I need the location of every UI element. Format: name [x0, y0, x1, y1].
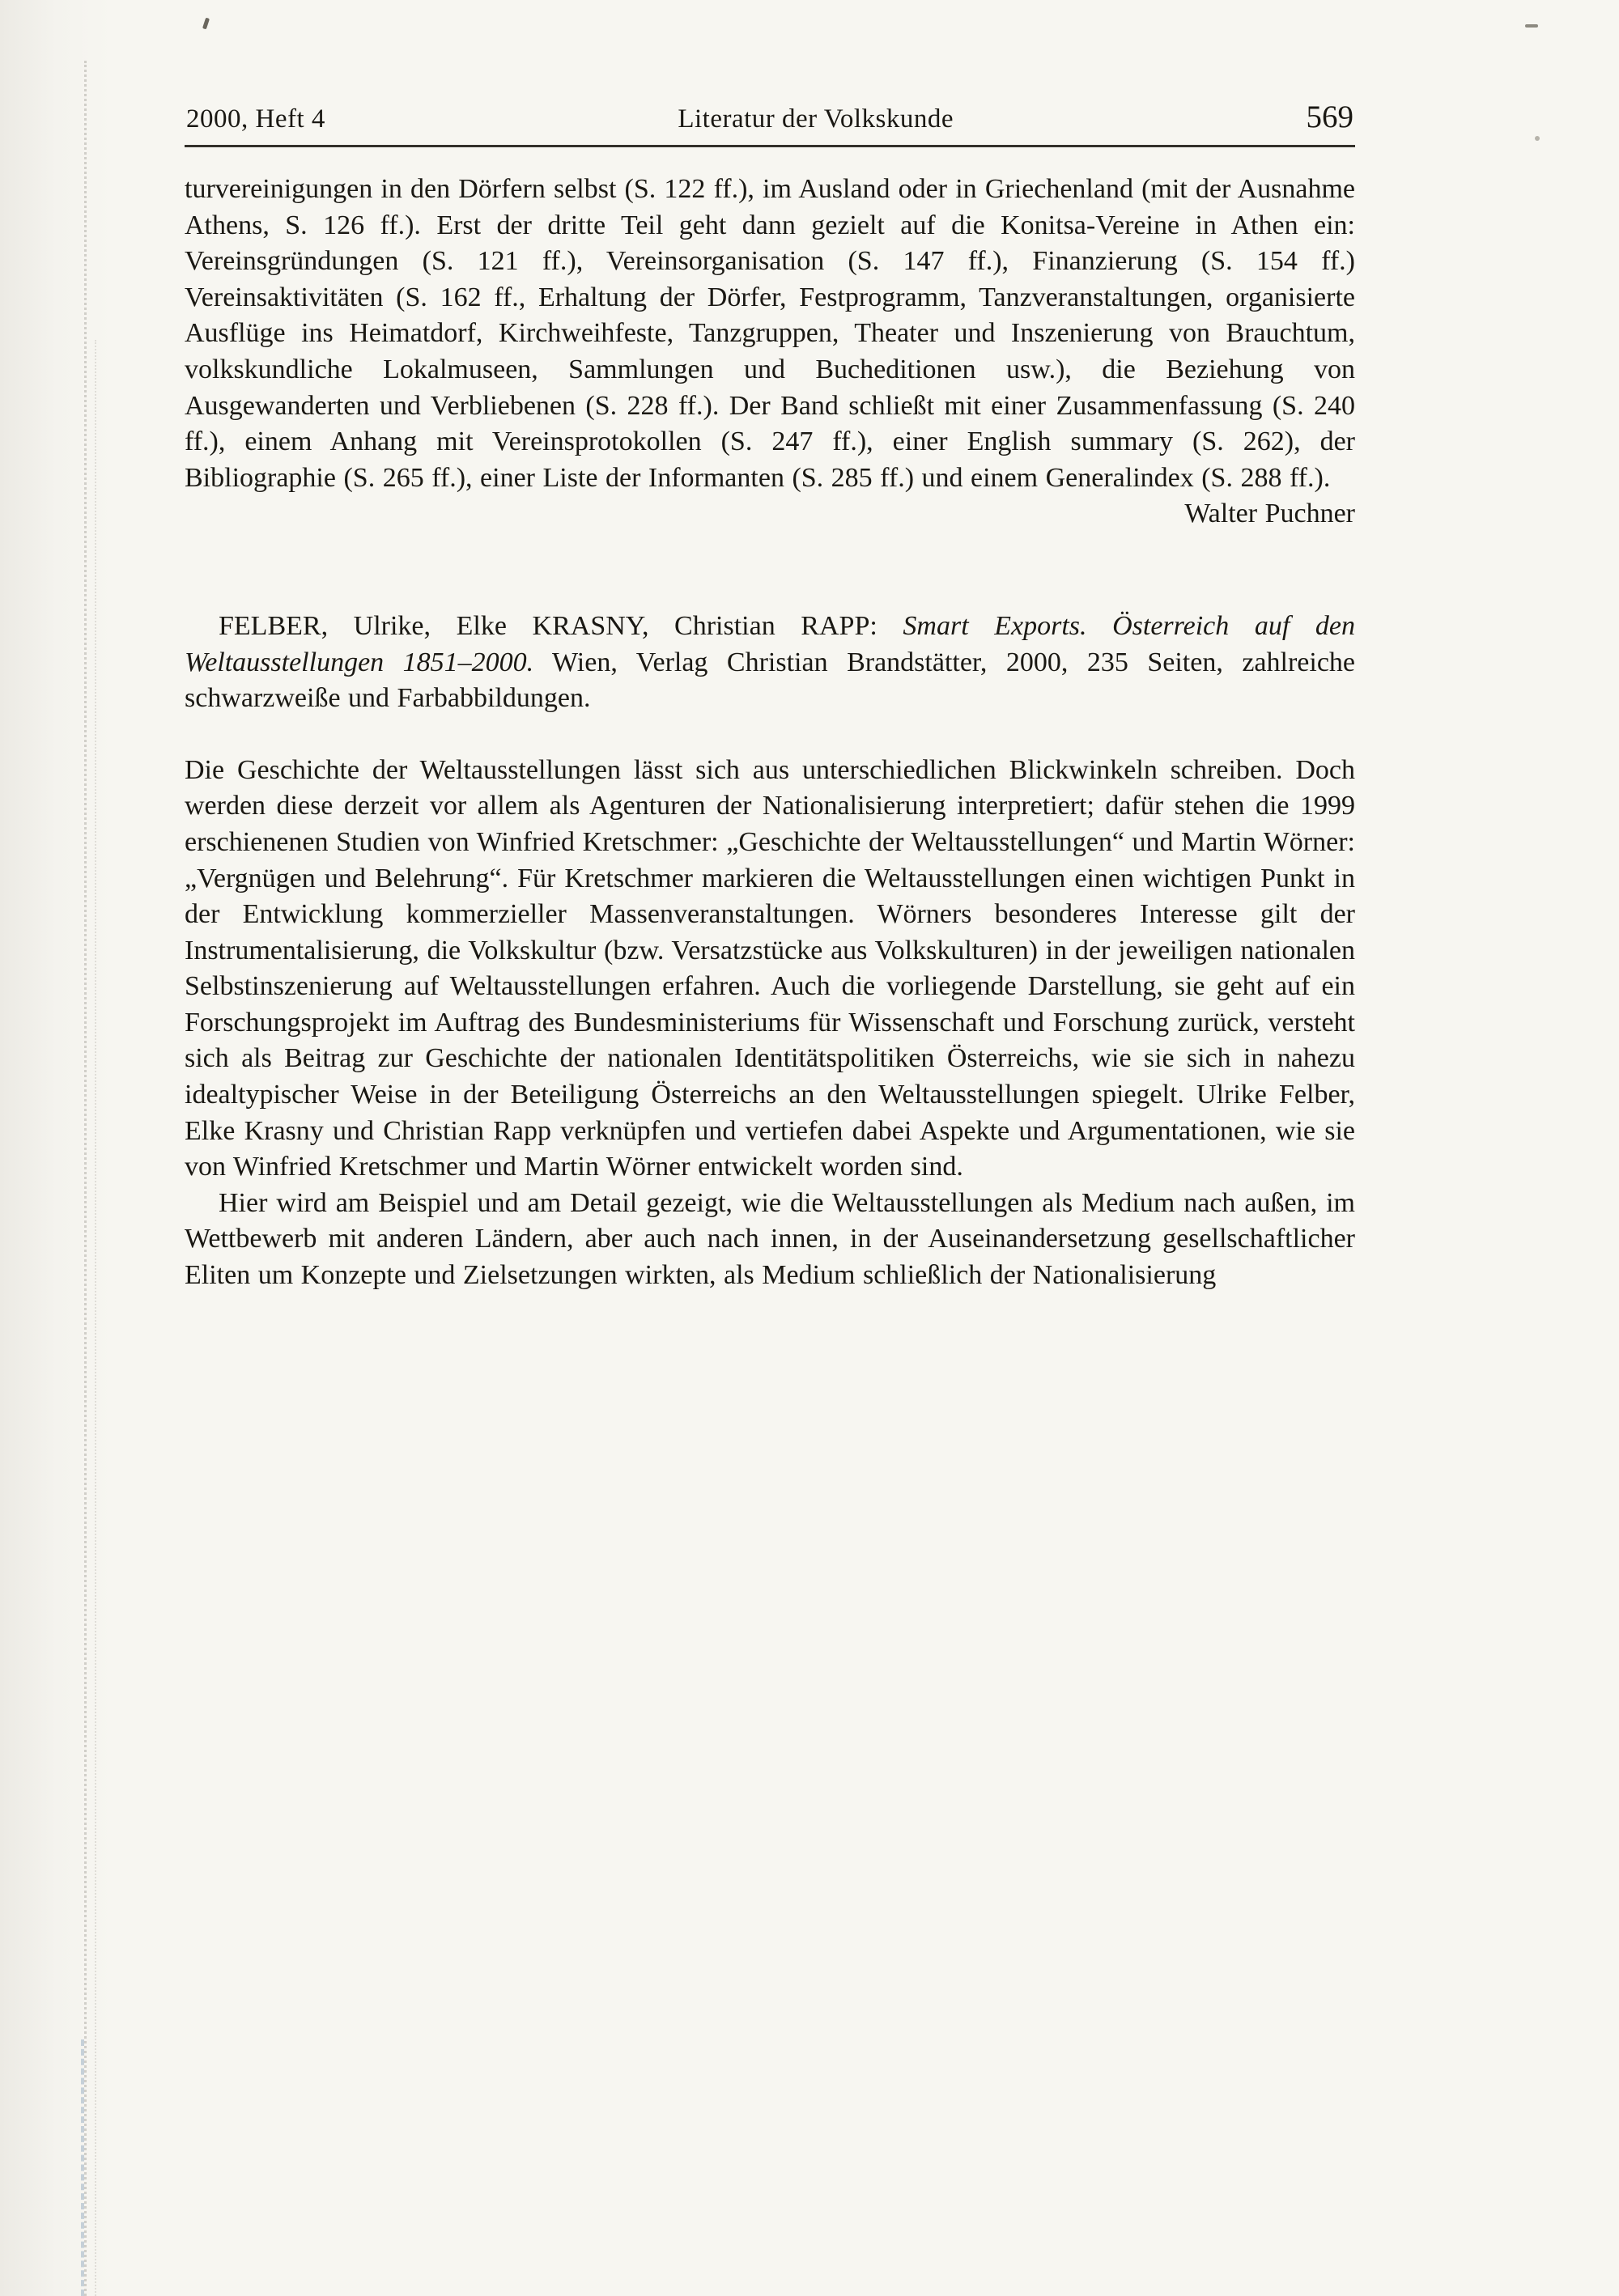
scan-artifact-dotted-line [84, 61, 87, 2296]
citation-book-title: Smart Exports. Österreich auf den Weltausstellungen 1851–2000. [185, 610, 1355, 677]
header-issue: 2000, Heft 4 [186, 104, 325, 134]
header-rule [185, 145, 1355, 147]
scan-speck [202, 18, 210, 30]
book-citation [185, 609, 1355, 717]
scan-artifact-dotted-line-faint [95, 340, 96, 2296]
scan-artifact-blue-dashes [81, 2039, 84, 2296]
running-header [185, 99, 1355, 145]
text-block [185, 99, 1355, 1294]
scan-speck [1525, 24, 1538, 28]
scan-speck [1535, 136, 1540, 141]
citation-authors: FELBER, Ulrike, Elke KRASNY, Christian RAPP: [219, 610, 903, 641]
review-paragraph-1: Die Geschichte der Weltausstellungen lässt sich aus unterschiedlichen Blickwinkeln schreiben. Doch werden diese derzeit vor allem als Agenturen der Nationalisierung interpretiert; dafür stehen die 1999 erschienenen Studien von Winfried Kretschmer: „Geschichte der Weltausstellungen“ und Martin Wörner: „Vergnügen und Belehrung“. Für Kretschmer markieren die Weltausstellungen einen wichtigen Punkt in der Entwicklung kommerzieller Massenveranstaltungen. Wörners besonderes Interesse gilt der Instrumentalisierung, die Volkskultur (bzw. Versatzstücke aus Volkskulturen) in der jeweiligen nationalen Selbstinszenierung auf Weltausstellungen erfahren. Auch die vorliegende Darstellung, sie geht auf ein Forschungsprojekt im Auftrag des Bundesministeriums für Wissenschaft und Forschung zurück, versteht sich als Beitrag zur Geschichte der nationalen Identitätspolitiken Österreichs, wie sie sich in nahezu idealtypischer Weise in der Beteiligung Österreichs an den Weltausstellungen spiegelt. Ulrike Felber, Elke Krasny und Christian Rapp verknüpfen und vertiefen dabei Aspekte und Argumentationen, wie sie von Winfried Kretschmer und Martin Wörner entwickelt worden sind. [185, 754, 1355, 1182]
reviewer-signature: Walter Puchner [1184, 499, 1355, 529]
review-continuation-paragraph: turvereinigungen in den Dörfern selbst (S. 122 ff.), im Ausland oder in Griechenland (mit der Ausnahme Athens, S. 126 ff.). Erst der dritte Teil geht dann gezielt auf die Konitsa-Vereine in Athen ein: Vereinsgründungen (S. 121 ff.), Vereinsorganisation (S. 147 ff.), Finanzierung (S. 154 ff.) Vereinsaktivitäten (S. 162 ff., Erhaltung der Dörfer, Festprogramm, Tanzveranstaltungen, organisierte Ausflüge ins Heimatdorf, Kirchweihfeste, Tanzgruppen, Theater und Inszenierung von Brauchtum, volkskundliche Lokalmuseen, Sammlungen und Bucheditionen usw.), die Beziehung von Ausgewanderten und Verbliebenen (S. 228 ff.). Der Band schließt mit einer Zusammenfassung (S. 240 ff.), einem Anhang mit Vereinsprotokollen (S. 247 ff.), einer English summary (S. 262), der Bibliographie (S. 265 ff.), einer Liste der Informanten (S. 285 ff.) und einem Generalindex (S. 288 ff.). [185, 174, 1355, 493]
citation-publication-info: Wien, Verlag Christian Brandstätter, 2000, 235 Seiten, zahlreiche schwarzweiße und Farbabbildungen. [185, 647, 1356, 714]
review-paragraph-2: Hier wird am Beispiel und am Detail gezeigt, wie die Weltausstellungen als Medium nach außen, im Wettbewerb mit anderen Ländern, aber auch nach innen, in der Auseinandersetzung gesellschaftlicher Eliten um Konzepte und Zielsetzungen wirkten, als Medium schließlich der Nationalisierung [185, 1187, 1355, 1291]
header-page-number: 569 [1306, 100, 1353, 134]
header-journal-title: Literatur der Volkskunde [678, 104, 954, 134]
